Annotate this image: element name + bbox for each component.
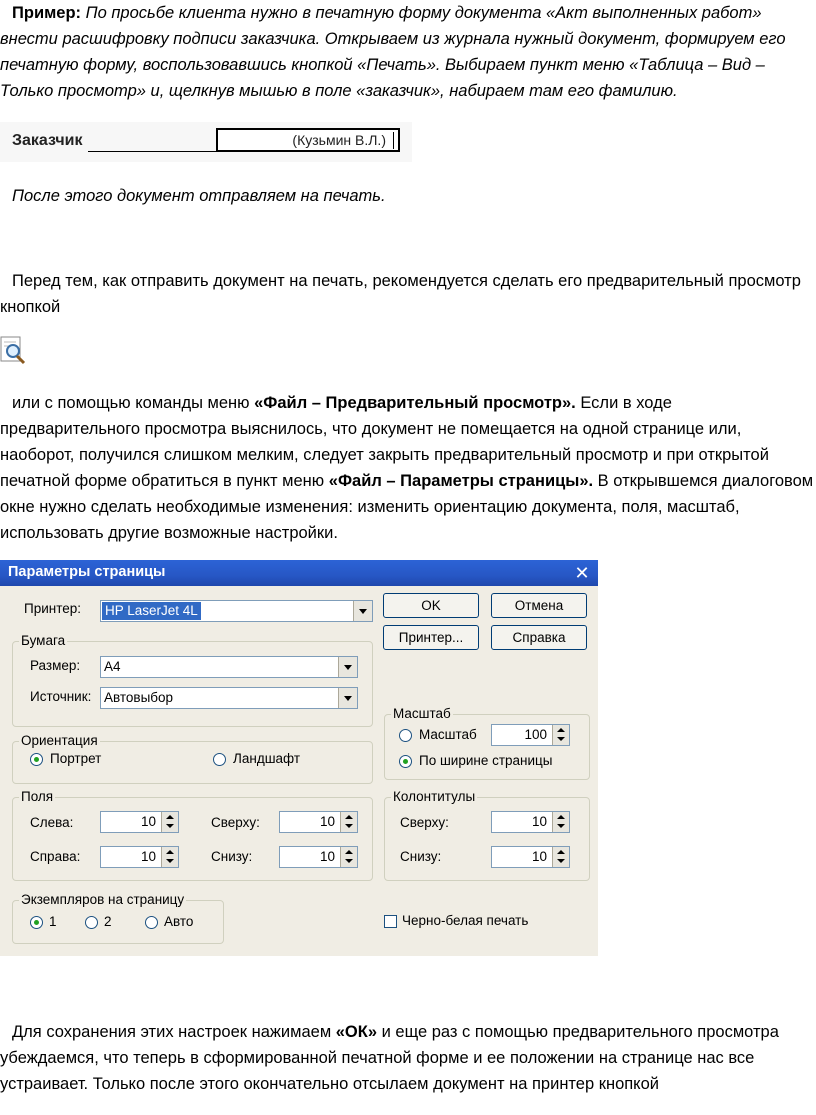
cancel-button[interactable]: Отмена <box>491 593 587 618</box>
paper-size-select[interactable] <box>100 656 358 678</box>
dialog-title: Параметры страницы <box>8 564 166 580</box>
fit-width-label: По ширине страницы <box>419 753 553 768</box>
header-top-value: 10 <box>531 814 547 829</box>
margin-right-label: Справа: <box>30 849 81 864</box>
chevron-down-icon[interactable] <box>338 657 357 677</box>
source-label: Источник: <box>30 689 92 704</box>
spin-arrows-icon[interactable] <box>552 725 569 745</box>
fit-width-radio[interactable] <box>399 755 412 768</box>
dialog-titlebar <box>0 560 598 586</box>
copies-auto-label: Авто <box>164 914 194 929</box>
menu-text-1: или с помощью команды меню <box>12 394 255 412</box>
header-top-stepper[interactable] <box>491 811 570 833</box>
printer-select[interactable] <box>100 600 373 622</box>
paper-group <box>12 633 373 727</box>
margin-right-stepper[interactable] <box>100 846 179 868</box>
spin-arrows-icon[interactable] <box>552 847 569 867</box>
printer-value: HP LaserJet 4L <box>102 602 201 620</box>
text-caret <box>393 132 394 149</box>
menu-cmd-page-setup: «Файл – Параметры страницы». <box>328 472 594 490</box>
close-icon[interactable]: ✕ <box>574 563 590 583</box>
final-text-1: Для сохранения этих настроек нажимаем <box>12 1023 336 1041</box>
example-label: Пример: <box>12 4 82 22</box>
final-ok: «ОК» <box>335 1023 378 1041</box>
menu-text-2: Если в ходе предварительного просмотра выяснилось, что документ не помещается на одной странице или, наоборот, получился слишком мелким, следует закрыть предварительный просмотр и при открытой печатной форме обратиться в пункт меню <box>0 394 769 490</box>
spin-arrows-icon[interactable] <box>161 812 178 832</box>
landscape-radio[interactable] <box>213 753 226 766</box>
menu-paragraph <box>0 390 816 546</box>
menu-text-3: В открывшемся диалоговом окне нужно сделать необходимые изменения: изменить ориентацию документа, поля, масштаб, использовать другие возможные настройки. <box>0 472 814 542</box>
preview-paragraph <box>0 268 816 320</box>
margin-top-value: 10 <box>319 814 335 829</box>
help-button[interactable]: Справка <box>491 625 587 650</box>
header-top-label: Сверху: <box>400 815 449 830</box>
scale-group-title: Масштаб <box>393 706 451 721</box>
scale-stepper[interactable] <box>491 724 570 746</box>
landscape-label: Ландшафт <box>233 751 301 766</box>
orientation-group-title: Ориентация <box>21 733 98 748</box>
margin-right-value: 10 <box>140 849 156 864</box>
paper-group-title: Бумага <box>21 633 66 648</box>
bw-print-label: Черно-белая печать <box>402 913 529 928</box>
margin-top-stepper[interactable] <box>279 811 358 833</box>
margin-left-stepper[interactable] <box>100 811 179 833</box>
paper-size-value: A4 <box>104 659 121 674</box>
bw-print-checkbox[interactable] <box>384 915 397 928</box>
scale-value: 100 <box>524 727 547 742</box>
printer-label: Принтер: <box>24 601 82 616</box>
margin-left-label: Слева: <box>30 815 74 830</box>
margin-left-value: 10 <box>140 814 156 829</box>
magnifier-preview-icon[interactable] <box>0 336 28 366</box>
header-bottom-label: Снизу: <box>400 849 442 864</box>
margin-top-label: Сверху: <box>211 815 260 830</box>
after-text: После этого документ отправляем на печать. <box>12 187 386 205</box>
intro-paragraph <box>0 0 816 104</box>
header-bottom-stepper[interactable] <box>491 846 570 868</box>
printer-button[interactable]: Принтер... <box>383 625 479 650</box>
customer-underline <box>88 151 216 152</box>
menu-cmd-preview: «Файл – Предварительный просмотр». <box>254 394 576 412</box>
margins-group <box>12 789 373 881</box>
copies-2-label: 2 <box>104 914 112 929</box>
after-paragraph <box>0 183 816 209</box>
copies-2-radio[interactable] <box>85 916 98 929</box>
paper-source-select[interactable] <box>100 687 358 709</box>
portrait-label: Портрет <box>50 751 102 766</box>
copies-auto-radio[interactable] <box>145 916 158 929</box>
spin-arrows-icon[interactable] <box>340 847 357 867</box>
size-label: Размер: <box>30 658 81 673</box>
headers-group-title: Колонтитулы <box>393 789 476 804</box>
headers-footers-group <box>384 789 590 881</box>
copies-group-title: Экземпляров на страницу <box>21 892 185 907</box>
customer-input[interactable] <box>216 128 400 152</box>
copies-1-radio[interactable] <box>30 916 43 929</box>
chevron-down-icon[interactable] <box>353 601 372 621</box>
customer-label: Заказчик <box>12 132 83 149</box>
spin-arrows-icon[interactable] <box>552 812 569 832</box>
example-text: По просьбе клиента нужно в печатную форму документа «Акт выполненных работ» внести расшифровку подписи заказчика. Открываем из журнала нужный документ, формируем его печатную форму, воспользовавшись кнопкой «Печать». Выбираем пункт меню «Таблица – Вид – Только просмотр» и, щелкнув мышью в поле «заказчик», набираем там его фамилию. <box>0 4 786 100</box>
paper-source-value: Автовыбор <box>104 690 174 705</box>
margin-bottom-value: 10 <box>319 849 335 864</box>
scale-label: Масштаб <box>419 727 477 742</box>
customer-field-screenshot <box>0 122 412 162</box>
copies-1-label: 1 <box>49 914 57 929</box>
final-paragraph <box>0 1019 816 1097</box>
margin-bottom-stepper[interactable] <box>279 846 358 868</box>
portrait-radio[interactable] <box>30 753 43 766</box>
page-setup-dialog <box>0 560 598 956</box>
header-bottom-value: 10 <box>531 849 547 864</box>
ok-button[interactable]: OK <box>383 593 479 618</box>
final-text-2: и еще раз с помощью предварительного просмотра убеждаемся, что теперь в сформированной печатной форме и ее положении на странице нас все устраивает. Только после этого окончательно отсылаем документ на принтер кнопкой <box>0 1023 779 1093</box>
spin-arrows-icon[interactable] <box>161 847 178 867</box>
chevron-down-icon[interactable] <box>338 688 357 708</box>
margins-group-title: Поля <box>21 789 54 804</box>
scale-radio[interactable] <box>399 729 412 742</box>
margin-bottom-label: Снизу: <box>211 849 253 864</box>
spin-arrows-icon[interactable] <box>340 812 357 832</box>
preview-text: Перед тем, как отправить документ на печать, рекомендуется сделать его предварительный просмотр кнопкой <box>0 272 801 316</box>
customer-value: (Кузьмин В.Л.) <box>292 132 386 148</box>
